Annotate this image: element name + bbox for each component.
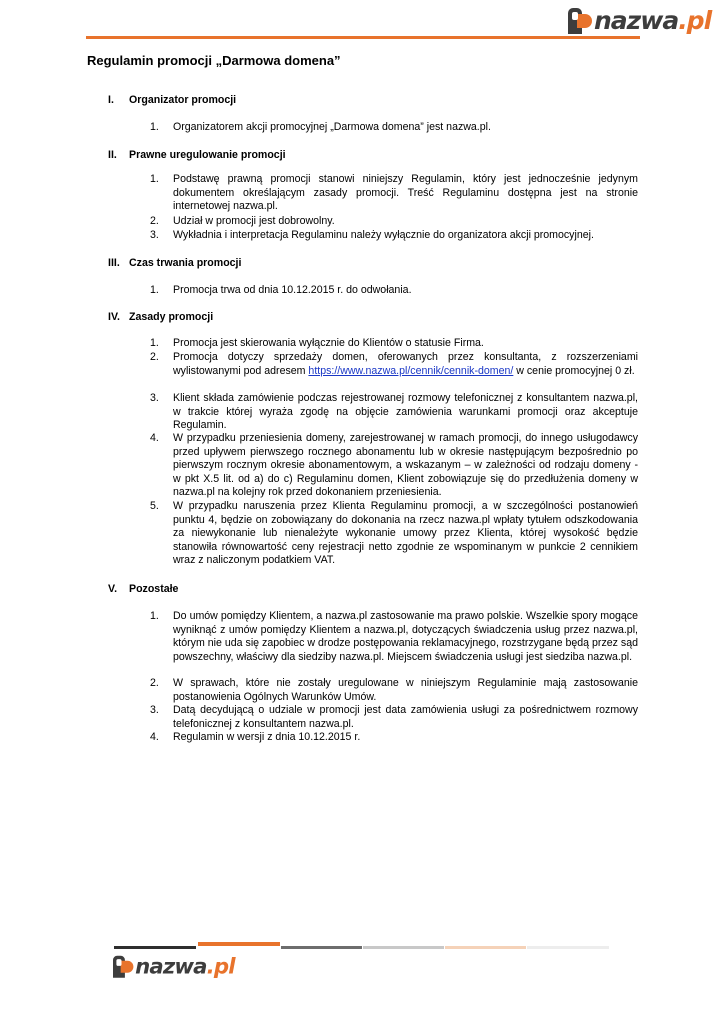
section-heading-1: I. Organizator promocji <box>108 94 237 106</box>
list-item: 1. Organizatorem akcji promocyjnej „Darmowa domena” jest nazwa.pl. <box>150 121 491 133</box>
list-item: 2. W sprawach, które nie zostały uregulowane w niniejszym Regulaminie mają zastosowanie postanowienia Ogólnych Warunków Umów. <box>150 677 638 703</box>
list-item: 2. Udział w promocji jest dobrowolny. <box>150 215 335 227</box>
list-item: 1. Promocja jest skierowania wyłącznie do Klientów o statusie Firma. <box>150 337 484 349</box>
list-item: 3. Klient składa zamówienie podczas rejestrowanej rozmowy telefonicznej z konsultantem nazwa.pl, w trakcie której wyraża zgodę na objęcie zamówienia warunkami promocji oraz akceptuje Regulamin. <box>150 392 638 432</box>
logo-mark-icon <box>113 955 133 977</box>
brand-logo-header <box>568 6 711 35</box>
footer-bar-1 <box>114 946 196 949</box>
footer-bar-5 <box>445 946 526 949</box>
list-item: 5. W przypadku naruszenia przez Klienta Regulaminu promocji, a w szczególności postanowień punktu 4, będzie on zobowiązany do dokonania na rzecz nazwa.pl wpłaty tytułem odszkodowania za niewykonanie lub nienależyte wykonanie umowy przez Klienta, której wysokość będzie stanowiła równowartość ceny rejestracji netto zgodnie ze wspominanym w punkcie 2 cennikiem wraz z naliczonym podatkiem VAT. <box>150 500 638 567</box>
list-item: 2. Promocja dotyczy sprzedaży domen, oferowanych przez konsultanta, z rozszerzeniami wylistowanymi pod adresem https://www.nazwa.pl/cennik/cennik-domen/ w cenie promocyjnej 0 zł. <box>150 351 638 377</box>
section-heading-4: IV. Zasady promocji <box>108 311 214 323</box>
section-heading-3: III. Czas trwania promocji <box>108 257 242 269</box>
footer-bar-6 <box>527 946 609 949</box>
brand-logo-footer <box>113 954 235 979</box>
logo-wordmark: nazwa.pl <box>135 954 235 979</box>
list-item: 4. W przypadku przeniesienia domeny, zarejestrowanej w ramach promocji, do innego usługodawcy przed upływem pierwszego rocznego abonamentu lub w okresie następującym bezpośrednio po pierwszym rocznym okresie abonamentowym, a wskazanym – w zależności od rodzaju domeny - w pkt X.5 lit. od a) do c) Regulaminu domen, Klient zobowiązuje się do przedłużenia domeny w nazwa.pl na kolejny rok przed dokonaniem przeniesienia. <box>150 432 638 499</box>
list-item: 1. Promocja trwa od dnia 10.12.2015 r. do odwołania. <box>150 284 412 296</box>
logo-mark-icon <box>568 8 592 34</box>
footer-bar-2 <box>198 942 280 946</box>
footer-bar-3 <box>281 946 362 949</box>
list-item: 3. Datą decydującą o udziale w promocji jest data zamówienia usługi za pośrednictwem rozmowy telefonicznej z konsultantem nazwa.pl. <box>150 704 638 730</box>
logo-wordmark: nazwa.pl <box>594 6 712 35</box>
list-item: 1. Do umów pomiędzy Klientem, a nazwa.pl zastosowanie ma prawo polskie. Wszelkie spory mogące wyniknąć z umów pomiędzy Klientem a nazwa.pl, dotyczących świadczenia usług przez nazwa.pl, którym nie uda się zapobiec w drodze postępowania reklamacyjnego, rozstrzygane będą przez sąd powszechny, właściwy dla siedziby nazwa.pl. Miejscem świadczenia usługi jest siedziba nazwa.pl. <box>150 610 638 663</box>
price-list-link[interactable]: https://www.nazwa.pl/cennik/cennik-domen/ <box>308 364 514 377</box>
list-item: 3. Wykładnia i interpretacja Regulaminu należy wyłącznie do organizatora akcji promocyjnej. <box>150 229 594 241</box>
footer-bar-4 <box>363 946 444 949</box>
header-divider <box>86 36 640 39</box>
list-item: 1. Podstawę prawną promocji stanowi niniejszy Regulamin, który jest jednocześnie jedynym dokumentem określającym zasady promocji. Treść Regulaminu dostępna jest na stronie internetowej nazwa.pl. <box>150 173 638 213</box>
section-heading-5: V. Pozostałe <box>108 583 179 595</box>
list-item: 4. Regulamin w wersji z dnia 10.12.2015 r. <box>150 731 361 743</box>
section-heading-2: II. Prawne uregulowanie promocji <box>108 149 286 161</box>
document-title: Regulamin promocji „Darmowa domena” <box>87 53 341 68</box>
